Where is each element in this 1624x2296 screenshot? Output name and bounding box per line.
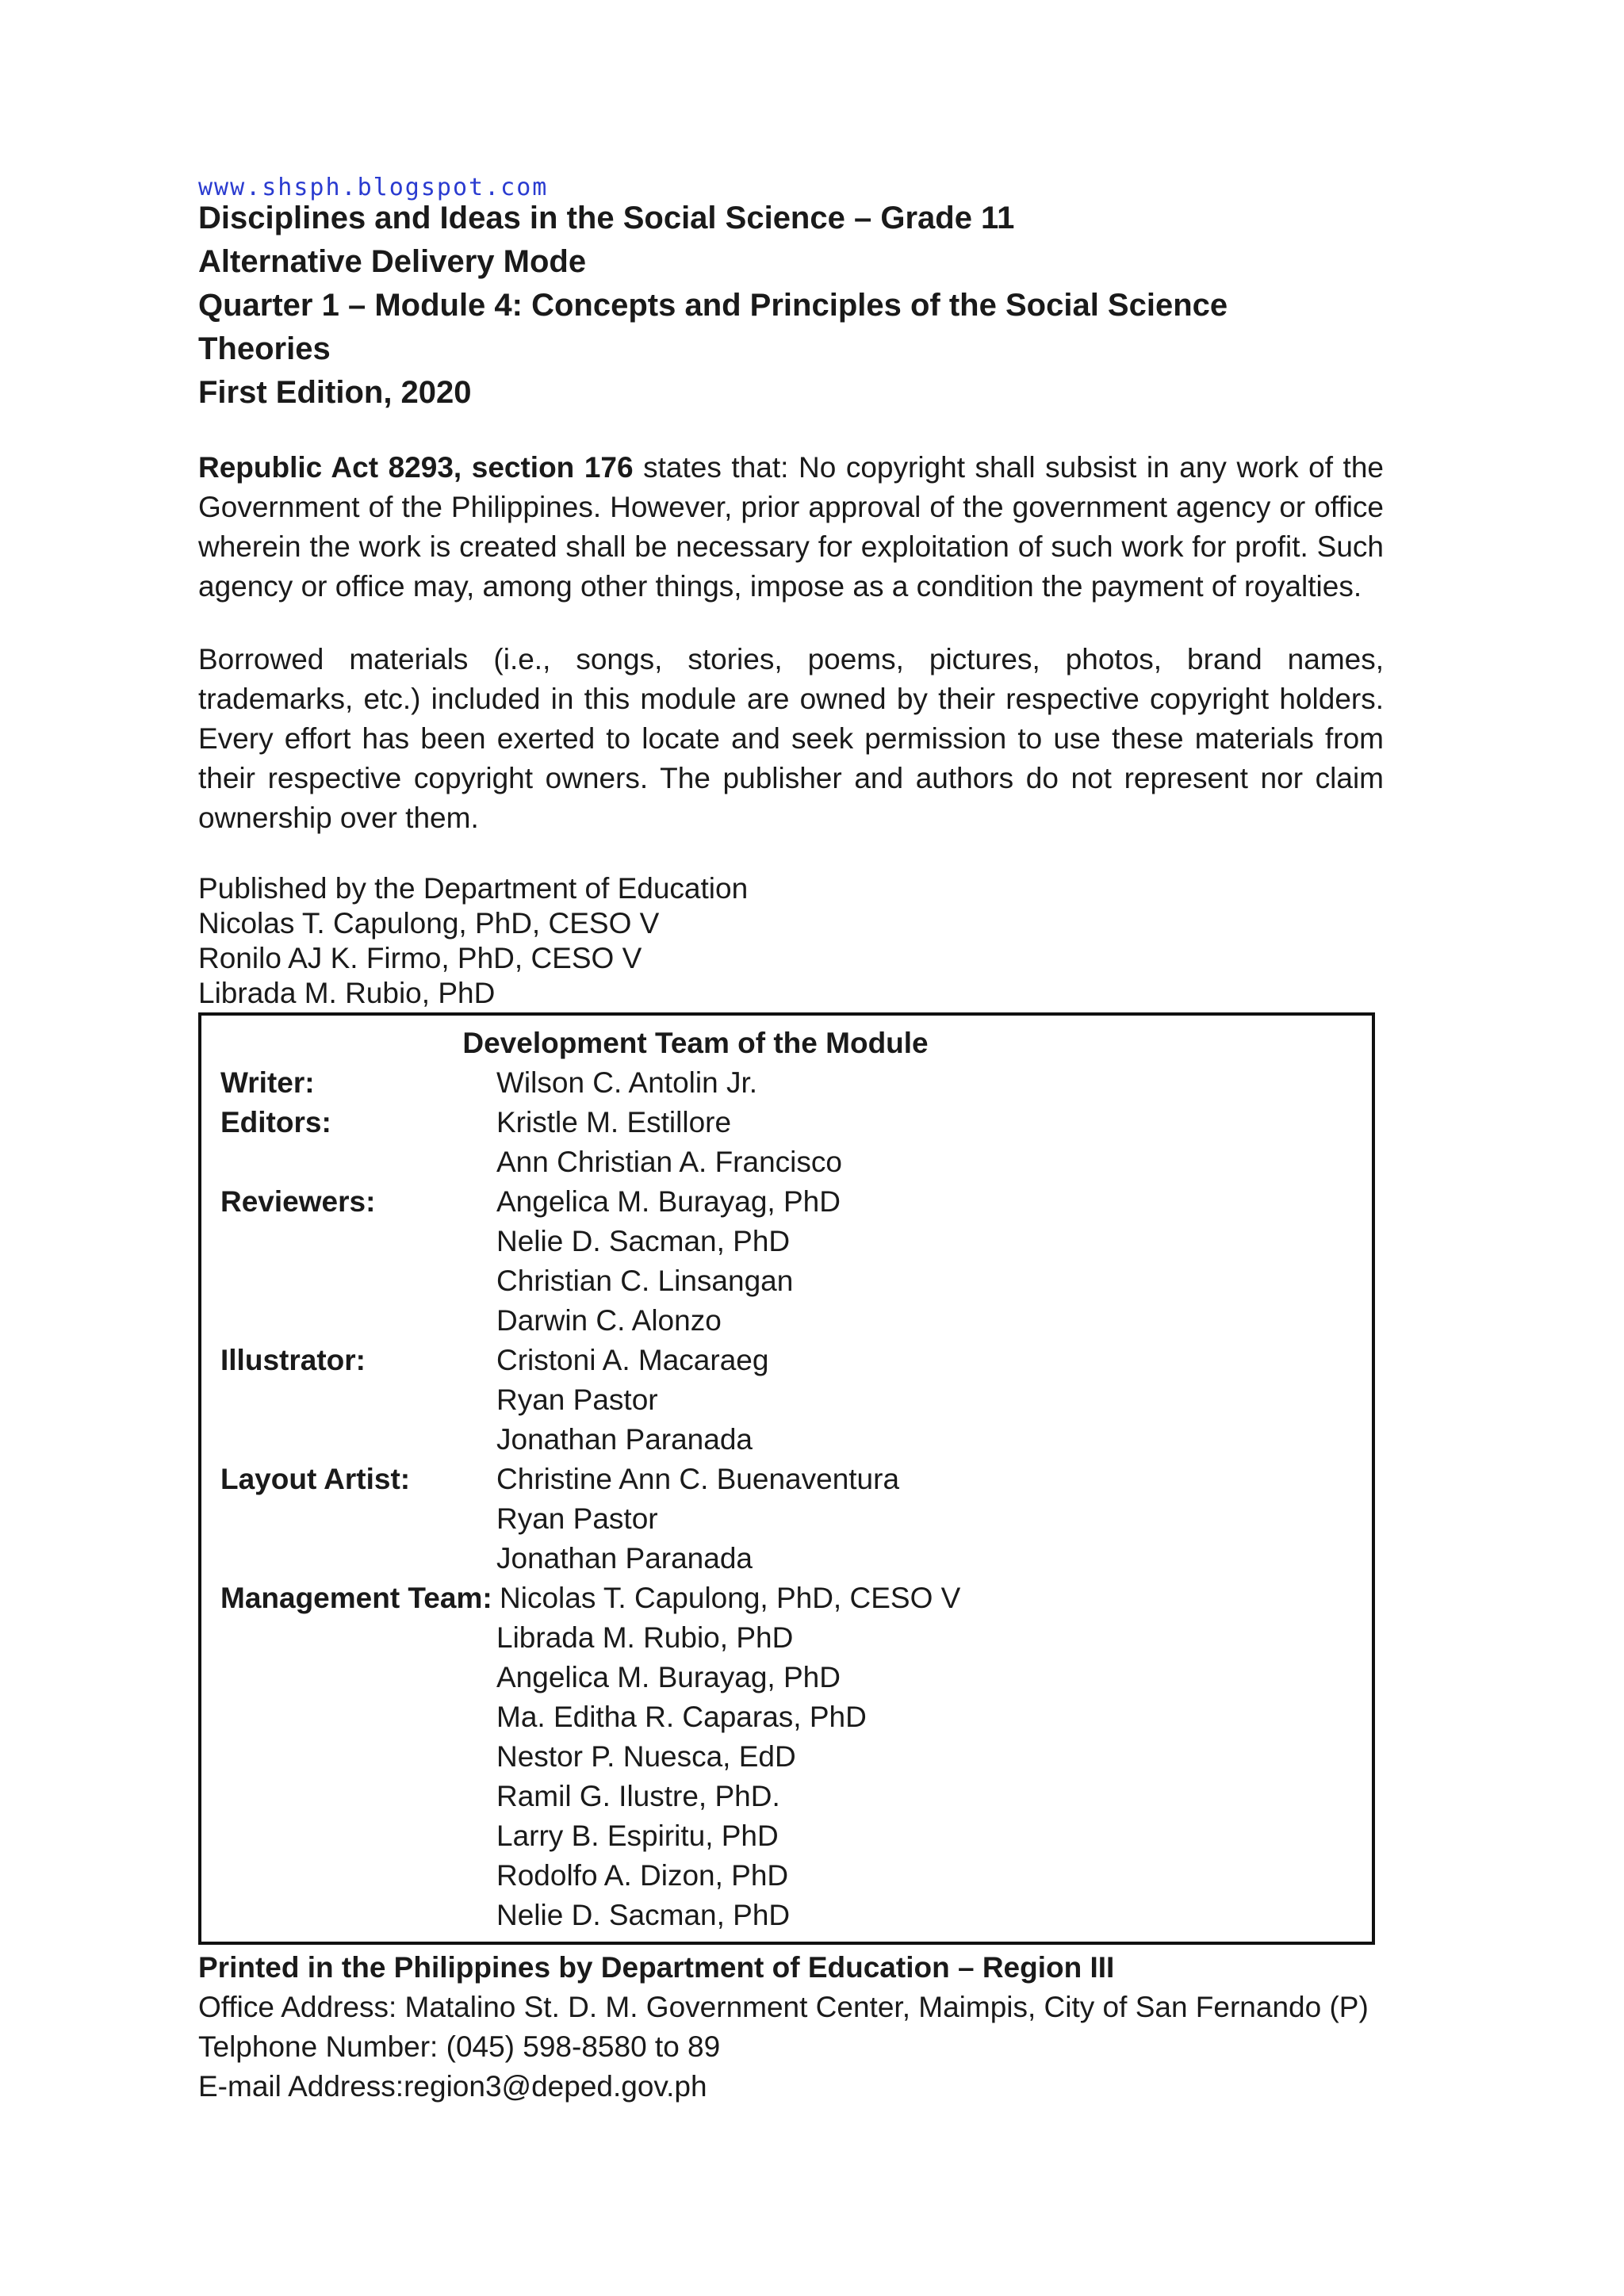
team-member: Rodolfo A. Dizon, PhD	[496, 1859, 789, 1892]
role-names	[496, 1063, 757, 1103]
role-label: Management Team:	[220, 1582, 492, 1614]
team-role-layout-artist	[201, 1460, 1372, 1578]
team-member: Ramil G. Ilustre, PhD.	[496, 1780, 780, 1812]
title-line-subject: Disciplines and Ideas in the Social Science – Grade 11	[198, 201, 1015, 235]
team-member: Nelie D. Sacman, PhD	[496, 1899, 791, 1931]
team-member: Darwin C. Alonzo	[496, 1304, 722, 1337]
telephone-number: Telphone Number: (045) 598-8580 to 89	[198, 2030, 721, 2063]
team-member: Ma. Editha R. Caparas, PhD	[496, 1701, 867, 1733]
publisher-line: Ronilo AJ K. Firmo, PhD, CESO V	[198, 942, 642, 974]
role-label: Editors:	[220, 1106, 331, 1138]
team-member: Librada M. Rubio, PhD	[496, 1621, 794, 1654]
team-member: Cristoni A. Macaraeg	[496, 1344, 769, 1376]
copyright-notice-text: states that: No copyright shall subsist in any work of the Government of the Philippines. However, prior approval of the government agency or office wherein the work is created shall be necessary for exploitation of such work for profit. Such agency or office may, among other things, impose as a condition the payment of royalties.	[198, 451, 1384, 603]
watermark-url: www.shsph.blogspot.com	[198, 174, 549, 201]
title-line-delivery-mode: Alternative Delivery Mode	[198, 244, 587, 279]
publisher-line: Librada M. Rubio, PhD	[198, 977, 496, 1009]
role-names	[496, 1460, 899, 1578]
development-team-heading: Development Team of the Module	[462, 1027, 929, 1059]
role-label: Writer:	[220, 1066, 315, 1099]
title-line-edition: First Edition, 2020	[198, 375, 472, 410]
team-member: Ann Christian A. Francisco	[496, 1146, 842, 1178]
role-names	[496, 1578, 961, 1935]
team-role-writer	[201, 1063, 1372, 1103]
copyright-notice	[198, 448, 1384, 607]
team-member: Jonathan Paranada	[496, 1542, 753, 1575]
team-member: Nicolas T. Capulong, PhD, CESO V	[500, 1582, 961, 1614]
team-member: Ryan Pastor	[496, 1502, 658, 1535]
role-names	[496, 1103, 842, 1182]
development-team-box	[198, 1012, 1375, 1945]
team-member: Nelie D. Sacman, PhD	[496, 1225, 791, 1257]
role-label: Reviewers:	[220, 1185, 376, 1218]
copyright-page	[198, 170, 1404, 2107]
team-member: Nestor P. Nuesca, EdD	[496, 1740, 796, 1773]
publisher-line: Nicolas T. Capulong, PhD, CESO V	[198, 907, 660, 939]
role-names	[496, 1341, 768, 1460]
team-member: Angelica M. Burayag, PhD	[496, 1661, 841, 1693]
title-line-module-cont: Theories	[198, 331, 331, 366]
role-names	[496, 1182, 841, 1341]
printed-by: Printed in the Philippines by Department of Education – Region III	[198, 1951, 1115, 1984]
role-label: Layout Artist:	[220, 1463, 411, 1495]
team-member: Ryan Pastor	[496, 1383, 658, 1416]
team-member: Larry B. Espiritu, PhD	[496, 1820, 779, 1852]
team-role-reviewers	[201, 1182, 1372, 1341]
publisher-line: Published by the Department of Education	[198, 872, 749, 905]
team-role-editors	[201, 1103, 1372, 1182]
team-member: Jonathan Paranada	[496, 1423, 753, 1456]
module-title-block	[198, 197, 1404, 415]
team-role-illustrator	[201, 1341, 1372, 1460]
team-role-management	[201, 1578, 1372, 1935]
copyright-notice-lead: Republic Act 8293, section 176	[198, 451, 634, 484]
team-member: Christine Ann C. Buenaventura	[496, 1463, 900, 1495]
printing-info	[198, 1948, 1404, 2107]
team-member: Christian C. Linsangan	[496, 1265, 794, 1297]
title-line-module: Quarter 1 – Module 4: Concepts and Principles of the Social Science	[198, 288, 1228, 323]
team-member: Kristle M. Estillore	[496, 1106, 732, 1138]
publisher-block	[198, 871, 1404, 1011]
office-address: Office Address: Matalino St. D. M. Government Center, Maimpis, City of San Fernando (P)	[198, 1991, 1369, 2023]
borrowed-materials-notice: Borrowed materials (i.e., songs, stories, poems, pictures, photos, brand names, trademarks, etc.) included in this module are owned by their respective copyright holders. Every effort has been exerted to locate and seek permission to use these materials from their respective copyright owners. The publisher and authors do not represent nor claim ownership over them.	[198, 643, 1384, 834]
role-label: Illustrator:	[220, 1344, 366, 1376]
team-member: Angelica M. Burayag, PhD	[496, 1185, 841, 1218]
team-member: Wilson C. Antolin Jr.	[496, 1066, 758, 1099]
email-address: E-mail Address:region3@deped.gov.ph	[198, 2070, 707, 2103]
